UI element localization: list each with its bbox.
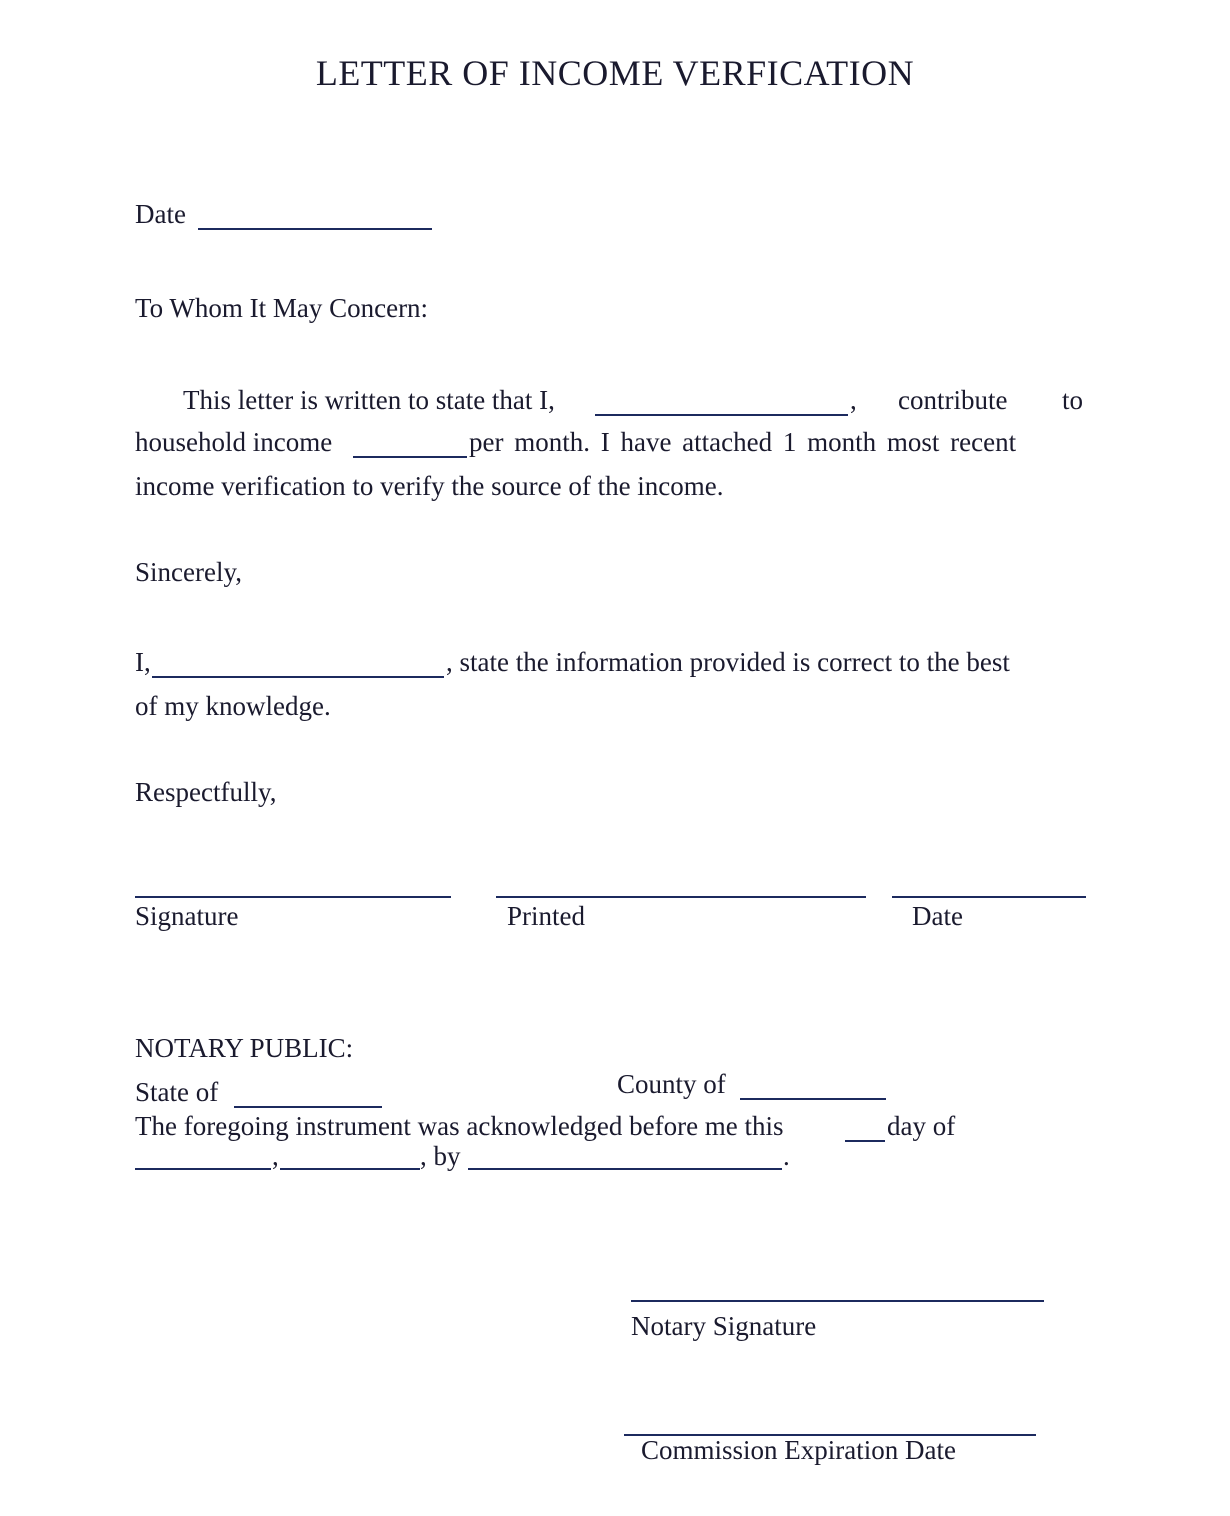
notary-heading: NOTARY PUBLIC:	[135, 1033, 354, 1063]
salutation: To Whom It May Concern:	[135, 293, 429, 323]
notary-signature-label: Notary Signature	[631, 1311, 817, 1341]
name-blank[interactable]	[595, 414, 848, 416]
sign-date-blank[interactable]	[892, 896, 1086, 898]
sign-date-label: Date	[912, 901, 963, 931]
signature-label: Signature	[135, 901, 239, 931]
commission-label: Commission Expiration Date	[641, 1435, 956, 1465]
document-title: LETTER OF INCOME VERFICATION	[315, 53, 915, 93]
statement-rest: , state the information provided is correct to the best	[446, 647, 1010, 677]
by-name-blank[interactable]	[468, 1168, 782, 1170]
body-line1-start: This letter is written to state that I,	[183, 385, 555, 415]
by-period: .	[783, 1141, 790, 1171]
body-line1-comma: ,	[850, 385, 857, 415]
day-of-label: day of	[887, 1111, 956, 1141]
by-label: , by	[420, 1141, 461, 1171]
closing-sincerely: Sincerely,	[135, 557, 242, 587]
body-line3: income verification to verify the source of the income.	[135, 471, 724, 501]
state-label: State of	[135, 1077, 219, 1107]
body-line1-contribute: contribute	[898, 385, 1008, 415]
county-label: County of	[617, 1069, 726, 1099]
ack-text: The foregoing instrument was acknowledged before me this	[135, 1111, 784, 1141]
income-blank[interactable]	[353, 456, 467, 458]
closing-respectfully: Respectfully,	[135, 777, 277, 807]
body-line2-household: household income	[135, 427, 333, 457]
date-label: Date	[135, 199, 186, 229]
body-line2-rest: per month. I have attached 1 month most recent	[469, 427, 1017, 457]
printed-blank[interactable]	[496, 896, 866, 898]
state-blank[interactable]	[234, 1106, 382, 1108]
printed-label: Printed	[507, 901, 585, 931]
signature-blank[interactable]	[135, 896, 451, 898]
statement-prefix: I,	[135, 647, 151, 677]
notary-signature-blank[interactable]	[631, 1300, 1044, 1302]
date-blank[interactable]	[198, 228, 432, 230]
month-blank[interactable]	[135, 1168, 271, 1170]
body-line1-to: to	[1062, 385, 1084, 415]
county-blank[interactable]	[740, 1098, 886, 1100]
statement-name-blank[interactable]	[152, 676, 444, 678]
month-comma: ,	[272, 1141, 279, 1171]
day-blank[interactable]	[845, 1140, 885, 1142]
statement-line2: of my knowledge.	[135, 691, 331, 721]
year-blank[interactable]	[280, 1168, 420, 1170]
